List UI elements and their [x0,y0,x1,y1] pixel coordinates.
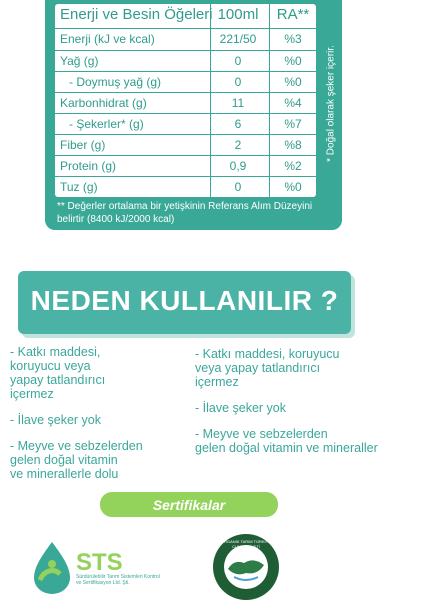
benefits-list-right [195,347,420,467]
sts-logo [30,540,165,595]
row-label: Tuz (g) [60,180,98,194]
row-ra: %0 [284,75,302,89]
list-item: - İlave şeker yok [195,401,287,415]
sts-wordmark: STS [76,549,123,576]
row-ra: %7 [284,117,302,131]
row-label: Karbonhidrat (g) [60,96,147,110]
row-value: 0 [234,75,242,89]
row-label: Yağ (g) [60,54,99,68]
table-row [55,135,316,156]
row-value: 11 [231,96,245,110]
row-value: 0,9 [229,159,247,173]
table-header [55,4,316,29]
row-value: 0 [234,180,242,194]
organic-seal [212,533,280,601]
sugar-side-note [321,30,337,180]
row-value: 2 [234,138,242,152]
side-note-text: * Doğal olarak şeker içerir. [325,45,337,162]
row-ra: %0 [284,180,302,194]
banner-title: NEDEN KULLANILIR ? [30,285,339,316]
row-ra: %2 [284,159,302,173]
header-nutrients: Enerji ve Besin Öğeleri [60,6,213,23]
row-label: Fiber (g) [60,138,106,152]
list-item: - Katkı maddesi, koruyucu veya yapay tatlandırıcı içermez [195,347,340,389]
row-ra: %8 [284,138,302,152]
row-label: Protein (g) [60,159,117,173]
row-ra: %0 [284,54,302,68]
certificates-title: Sertifikalar [152,497,226,513]
table-row [55,156,316,177]
row-value: 221/50 [219,32,257,46]
table-row [55,93,316,114]
nutrition-table [55,4,316,197]
benefits-list-left [10,345,190,493]
row-label: Enerji (kJ ve kcal) [60,32,155,46]
sts-subtitle: Sürdürülebilir Tarım Sistemleri Kontrol ve Sertifikasyon Ltd. Şti. [76,574,160,586]
list-item: - Katkı maddesi, koruyucu veya yapay tatlandırıcı içermez [10,345,106,401]
table-row [55,51,316,72]
table-row [55,29,316,51]
list-item: - Meyve ve sebzelerden gelen doğal vitamin ve minerallerle dolu [10,439,143,481]
row-ra: %3 [284,32,302,46]
row-value: 0 [234,54,242,68]
reference-footnote: ** Değerler ortalama bir yetişkinin Referans Alım Düzeyini belirtir (8400 kJ/2000 kcal) [57,201,313,225]
row-label: - Doymuş yağ (g) [69,75,162,89]
row-value: 6 [234,117,242,131]
header-ra: RA** [276,6,310,23]
nutrition-panel [45,0,342,230]
row-ra: %4 [284,96,302,110]
why-use-banner [18,271,351,334]
seal-text: ORGANİK TARIM TÜRKİYE CUMHURİYETİ [220,539,271,549]
table-row [55,72,316,93]
list-item: - Meyve ve sebzelerden gelen doğal vitamin ve mineraller [195,427,378,455]
row-label: - Şekerler* (g) [69,117,144,131]
sts-drop-icon [30,540,165,595]
header-per-100ml: 100ml [217,6,259,23]
list-item: - İlave şeker yok [10,413,102,427]
certificates-pill [100,492,278,517]
table-row [55,177,316,196]
table-row [55,114,316,135]
